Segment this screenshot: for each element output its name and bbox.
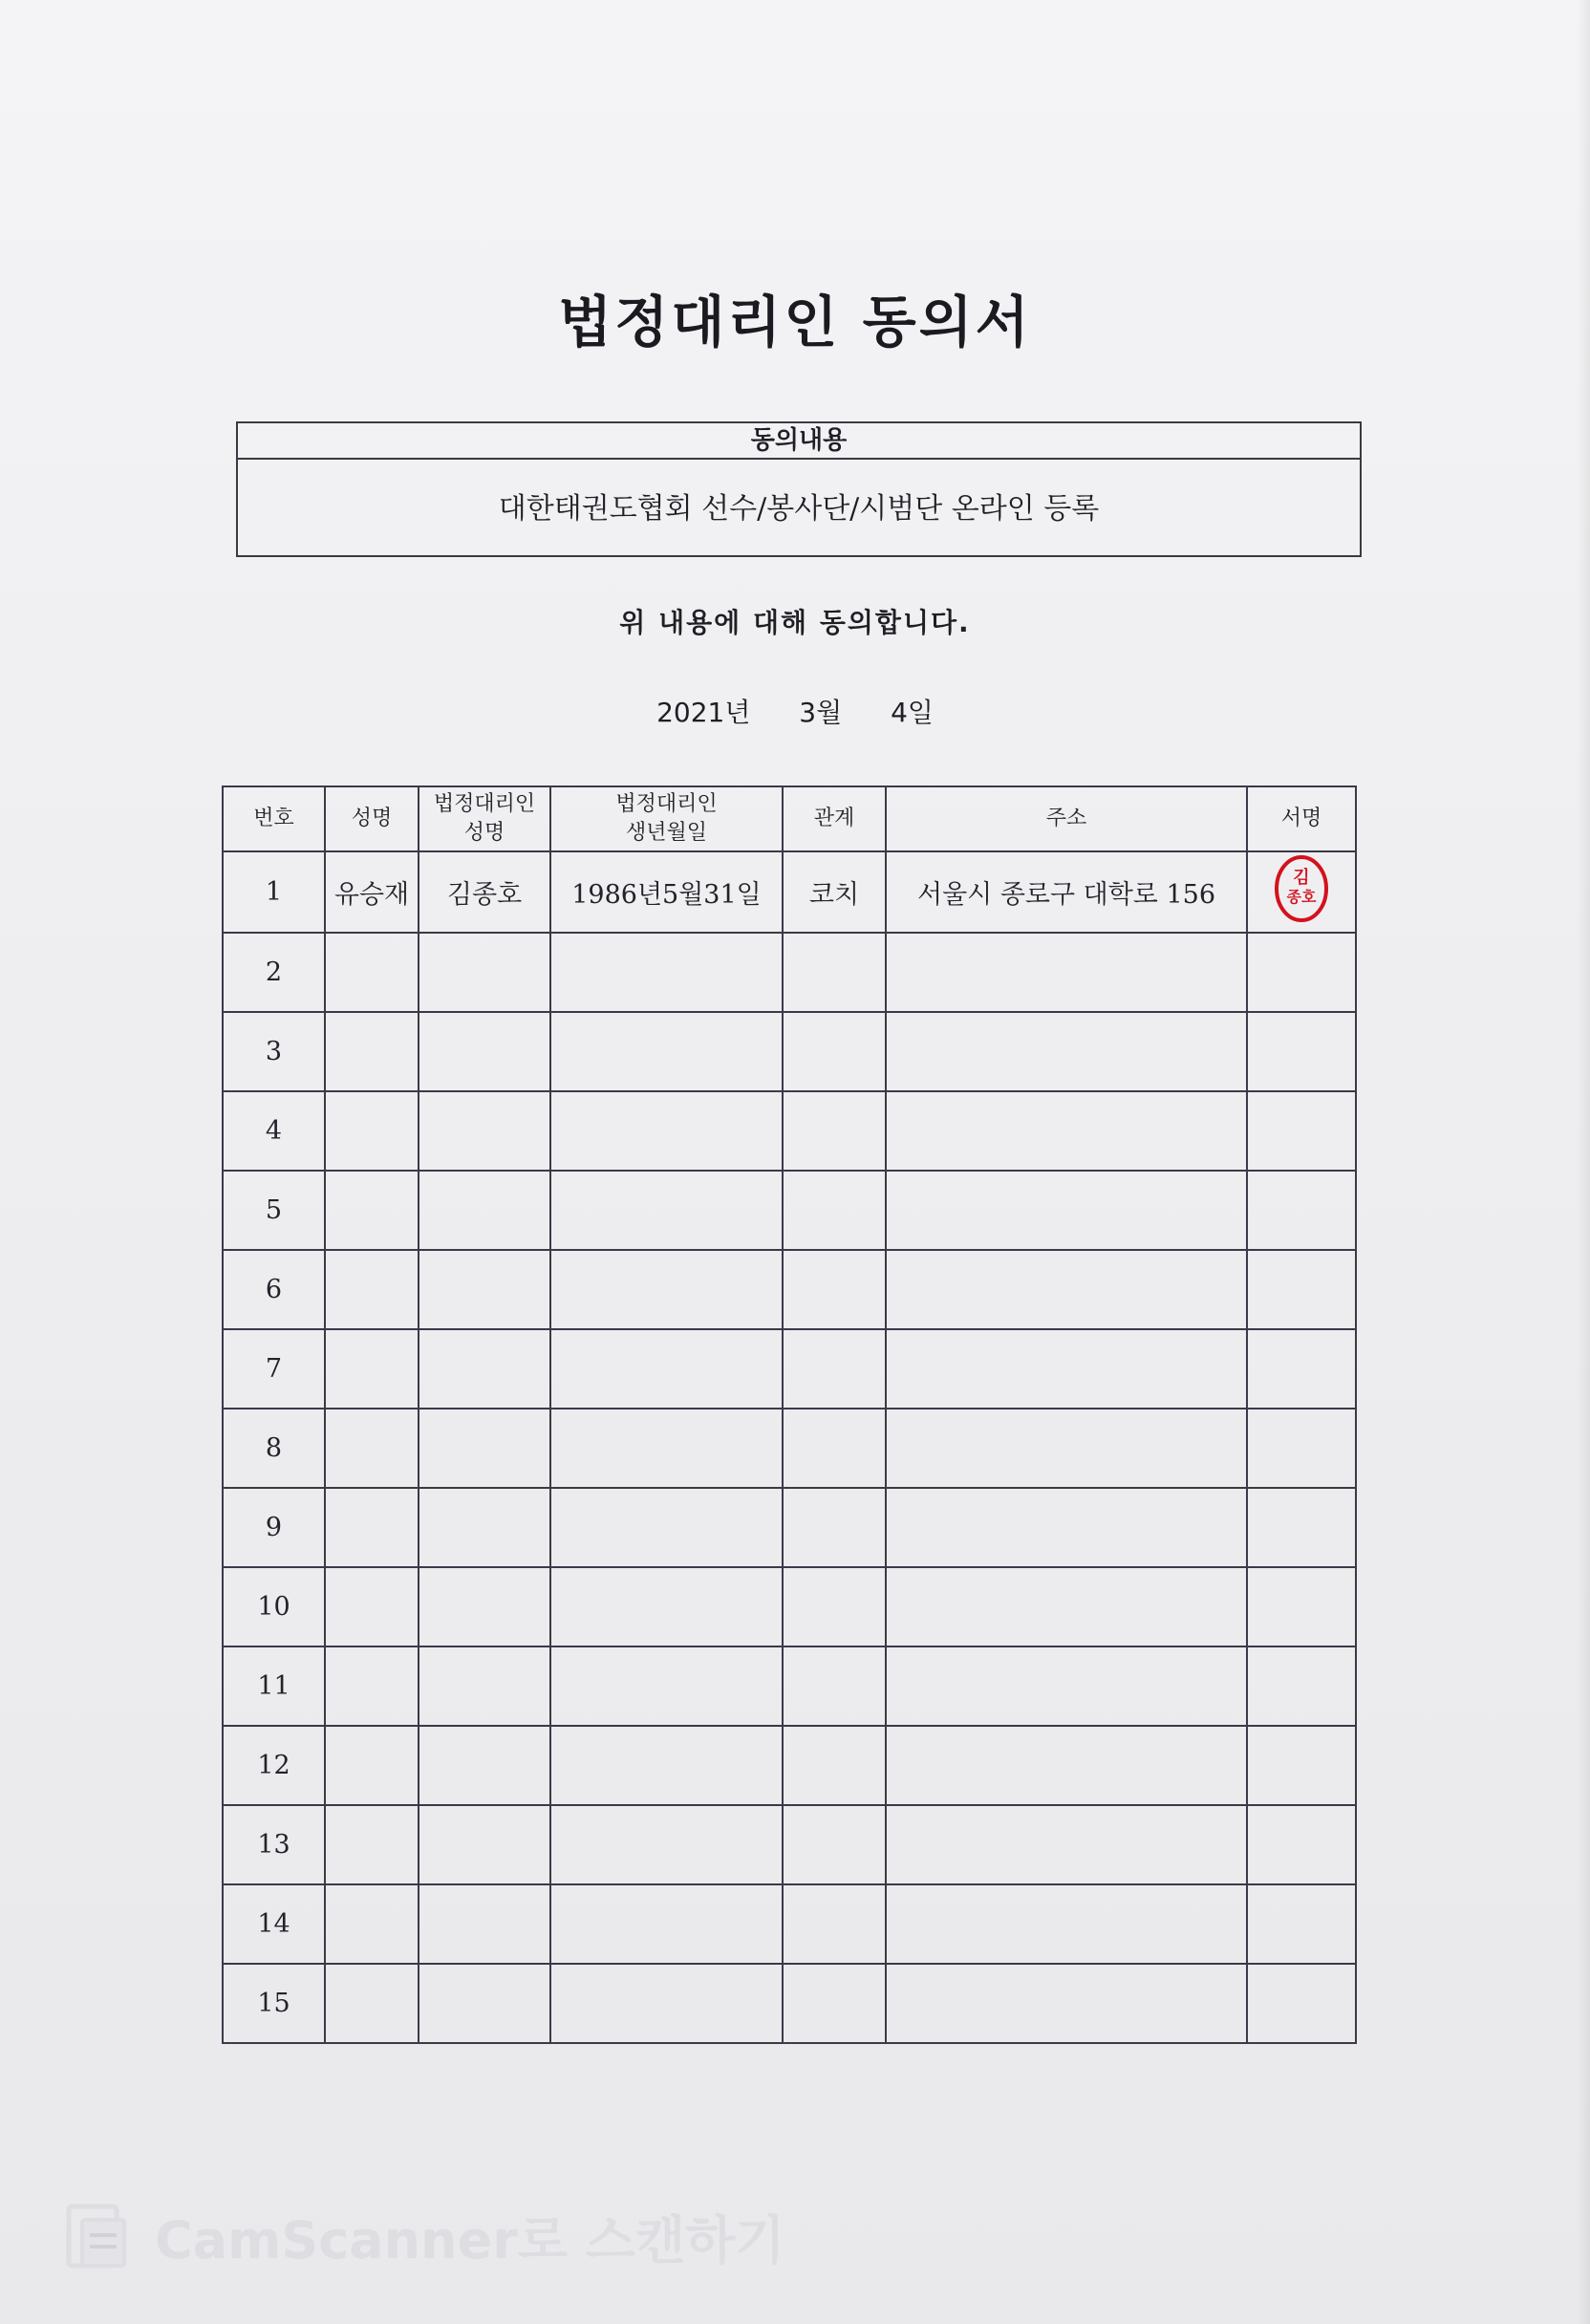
- cell-relation: [783, 1805, 886, 1884]
- table-row: [223, 1884, 1356, 1964]
- cell-guardian-birth: [550, 1012, 783, 1091]
- header-name: 성명: [325, 786, 419, 851]
- cell-guardian-name: [419, 1091, 550, 1171]
- cell-relation: [783, 1726, 886, 1805]
- cell-name: [325, 1567, 419, 1646]
- cell-relation: 코치: [783, 851, 886, 933]
- cell-signature: [1247, 1805, 1356, 1884]
- cell-relation: [783, 1012, 886, 1091]
- cell-no: 12: [223, 1726, 325, 1805]
- cell-address: [886, 1567, 1247, 1646]
- cell-no: 1: [223, 851, 325, 933]
- cell-relation: [783, 933, 886, 1012]
- cell-no: 6: [223, 1250, 325, 1329]
- cell-name: [325, 1726, 419, 1805]
- cell-address: [886, 1012, 1247, 1091]
- header-guardian-birth: [550, 786, 783, 851]
- consent-header: 동의내용: [238, 423, 1360, 460]
- table-row: [223, 1567, 1356, 1646]
- header-guardian-birth-line2: 생년월일: [625, 821, 707, 845]
- cell-name: [325, 1091, 419, 1171]
- document-title: 법정대리인 동의서: [558, 290, 1032, 355]
- cell-address: [886, 1726, 1247, 1805]
- table-row: [223, 1171, 1356, 1250]
- cell-guardian-name: [419, 1329, 550, 1409]
- cell-signature: [1247, 1488, 1356, 1567]
- header-address: 주소: [886, 786, 1247, 851]
- cell-relation: [783, 1884, 886, 1964]
- table-row: [223, 1964, 1356, 2043]
- consent-box: [236, 421, 1362, 557]
- cell-guardian-name: [419, 1964, 550, 2043]
- header-no: 번호: [223, 786, 325, 851]
- cell-relation: [783, 1329, 886, 1409]
- cell-address: [886, 1409, 1247, 1488]
- guardian-signature-table: [222, 785, 1357, 2044]
- watermark-text: CamScanner로 스캔하기: [155, 2209, 785, 2270]
- cell-relation: [783, 1091, 886, 1171]
- cell-name: [325, 1171, 419, 1250]
- cell-guardian-birth: [550, 1250, 783, 1329]
- cell-address: [886, 1884, 1247, 1964]
- cell-signature: [1247, 1012, 1356, 1091]
- cell-name: [325, 1646, 419, 1726]
- cell-address: [886, 1488, 1247, 1567]
- cell-guardian-name: [419, 1171, 550, 1250]
- seal-stamp-icon: [1271, 852, 1332, 925]
- table-row: [223, 1329, 1356, 1409]
- cell-guardian-birth: [550, 1409, 783, 1488]
- cell-name: [325, 1884, 419, 1964]
- agreement-statement: 위 내용에 대해 동의합니다.: [619, 607, 971, 638]
- cell-guardian-birth: [550, 1488, 783, 1567]
- cell-guardian-birth: [550, 1567, 783, 1646]
- cell-guardian-birth: [550, 1646, 783, 1726]
- cell-signature: [1247, 1091, 1356, 1171]
- cell-name: [325, 1329, 419, 1409]
- cell-address: [886, 1091, 1247, 1171]
- cell-guardian-birth: 1986년5월31일: [550, 851, 783, 933]
- cell-signature: [1247, 1964, 1356, 2043]
- cell-signature: [1247, 1726, 1356, 1805]
- cell-guardian-name: [419, 1884, 550, 1964]
- camscanner-icon: [63, 2203, 130, 2270]
- cell-no: 11: [223, 1646, 325, 1726]
- header-guardian-name: [419, 786, 550, 851]
- cell-signature: [1247, 1171, 1356, 1250]
- table-row: [223, 1805, 1356, 1884]
- cell-signature: [1247, 1567, 1356, 1646]
- cell-no: 4: [223, 1091, 325, 1171]
- table-row: [223, 1250, 1356, 1329]
- cell-no: 14: [223, 1884, 325, 1964]
- cell-signature: [1247, 851, 1356, 933]
- header-relation: 관계: [783, 786, 886, 851]
- cell-guardian-name: [419, 1409, 550, 1488]
- date-year: 2021년: [656, 697, 751, 728]
- cell-no: 10: [223, 1567, 325, 1646]
- date-day: 4일: [891, 697, 934, 728]
- cell-no: 13: [223, 1805, 325, 1884]
- cell-name: [325, 933, 419, 1012]
- cell-name: [325, 1805, 419, 1884]
- cell-guardian-name: [419, 1726, 550, 1805]
- cell-no: 3: [223, 1012, 325, 1091]
- cell-address: [886, 1171, 1247, 1250]
- cell-guardian-name: [419, 933, 550, 1012]
- cell-guardian-name: [419, 1250, 550, 1329]
- header-guardian-birth-line1: 법정대리인: [615, 792, 718, 816]
- cell-no: 15: [223, 1964, 325, 2043]
- cell-relation: [783, 1567, 886, 1646]
- cell-guardian-birth: [550, 1091, 783, 1171]
- cell-no: 8: [223, 1409, 325, 1488]
- cell-address: [886, 1964, 1247, 2043]
- camscanner-watermark: [63, 2198, 784, 2274]
- cell-guardian-birth: [550, 933, 783, 1012]
- cell-name: [325, 1488, 419, 1567]
- cell-name: [325, 1250, 419, 1329]
- header-guardian-name-line2: 성명: [463, 821, 505, 845]
- cell-address: [886, 1250, 1247, 1329]
- cell-address: [886, 1646, 1247, 1726]
- table-row: [223, 1726, 1356, 1805]
- svg-text:종호: 종호: [1286, 888, 1317, 906]
- cell-guardian-name: [419, 1805, 550, 1884]
- cell-address: [886, 1329, 1247, 1409]
- table-header-row: [223, 786, 1356, 851]
- cell-guardian-name: 김종호: [419, 851, 550, 933]
- cell-no: 9: [223, 1488, 325, 1567]
- cell-relation: [783, 1250, 886, 1329]
- cell-signature: [1247, 1329, 1356, 1409]
- svg-text:김: 김: [1293, 868, 1310, 888]
- table-row: [223, 1012, 1356, 1091]
- cell-guardian-name: [419, 1012, 550, 1091]
- cell-signature: [1247, 1884, 1356, 1964]
- consent-body: 대한태권도협회 선수/봉사단/시범단 온라인 등록: [498, 492, 1100, 526]
- cell-relation: [783, 1409, 886, 1488]
- cell-guardian-birth: [550, 1805, 783, 1884]
- cell-guardian-birth: [550, 1171, 783, 1250]
- cell-no: 7: [223, 1329, 325, 1409]
- cell-name: [325, 1964, 419, 2043]
- cell-relation: [783, 1964, 886, 2043]
- table-row: [223, 1488, 1356, 1567]
- cell-address: [886, 933, 1247, 1012]
- cell-relation: [783, 1171, 886, 1250]
- cell-name: [325, 1409, 419, 1488]
- table-row: [223, 1646, 1356, 1726]
- cell-guardian-name: [419, 1488, 550, 1567]
- table-row: [223, 1409, 1356, 1488]
- header-guardian-name-line1: 법정대리인: [433, 792, 536, 816]
- header-signature: 서명: [1247, 786, 1356, 851]
- cell-address: [886, 1805, 1247, 1884]
- date-month: 3월: [799, 697, 843, 728]
- table-row: [223, 851, 1356, 933]
- cell-signature: [1247, 933, 1356, 1012]
- table-row: [223, 1091, 1356, 1171]
- table-row: [223, 933, 1356, 1012]
- cell-guardian-birth: [550, 1726, 783, 1805]
- cell-guardian-name: [419, 1567, 550, 1646]
- cell-name: [325, 1012, 419, 1091]
- cell-guardian-birth: [550, 1329, 783, 1409]
- cell-guardian-birth: [550, 1964, 783, 2043]
- cell-signature: [1247, 1250, 1356, 1329]
- cell-guardian-birth: [550, 1884, 783, 1964]
- cell-name: 유승재: [325, 851, 419, 933]
- document-date: [0, 692, 1590, 730]
- cell-signature: [1247, 1646, 1356, 1726]
- cell-signature: [1247, 1409, 1356, 1488]
- cell-no: 5: [223, 1171, 325, 1250]
- cell-relation: [783, 1488, 886, 1567]
- cell-address: 서울시 종로구 대학로 156: [886, 851, 1247, 933]
- cell-no: 2: [223, 933, 325, 1012]
- cell-guardian-name: [419, 1646, 550, 1726]
- cell-relation: [783, 1646, 886, 1726]
